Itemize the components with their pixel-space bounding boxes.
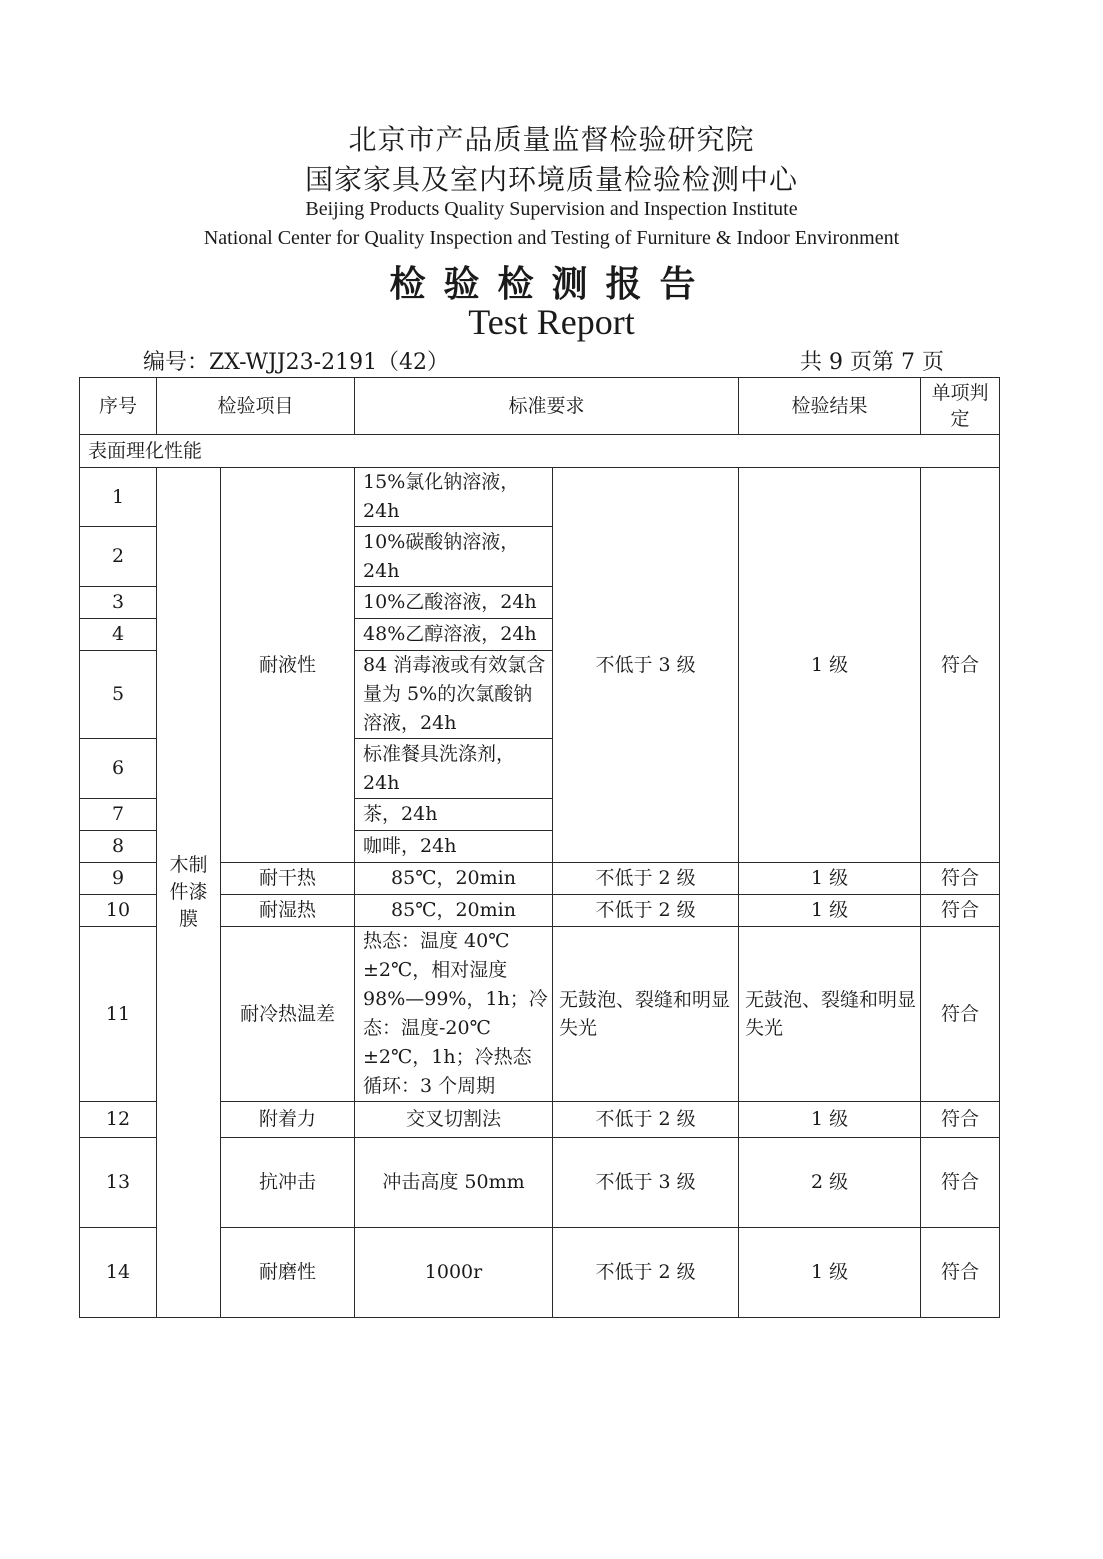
header-standard: 标准要求 bbox=[355, 378, 739, 435]
row-judgement: 符合 bbox=[921, 895, 1000, 927]
report-title-cn: 检验检测报告 bbox=[389, 264, 714, 305]
row-seq: 4 bbox=[80, 619, 157, 651]
report-number: 编号：ZX-WJJ23-2191（42） bbox=[143, 350, 450, 375]
row-sub-item: 耐磨性 bbox=[221, 1228, 355, 1318]
row-condition: 热态：温度 40℃±2℃，相对湿度 98%—99%，1h；冷态：温度-20℃±2℃，1h；冷热态循环：3 个周期 bbox=[355, 927, 553, 1102]
row-seq: 9 bbox=[80, 863, 157, 895]
row-requirement: 不低于 3 级 bbox=[553, 1138, 739, 1228]
row-requirement: 不低于 2 级 bbox=[553, 895, 739, 927]
row-seq: 11 bbox=[80, 927, 157, 1102]
row-requirement: 不低于 2 级 bbox=[553, 1102, 739, 1138]
row-result: 1 级 bbox=[739, 1228, 921, 1318]
institute-name-cn: 北京市产品质量监督检验研究院 bbox=[348, 123, 755, 156]
row-seq: 7 bbox=[80, 799, 157, 831]
row-condition: 10%乙酸溶液，24h bbox=[355, 587, 553, 619]
header-seq: 序号 bbox=[80, 378, 157, 435]
row-condition: 冲击高度 50mm bbox=[355, 1138, 553, 1228]
row-condition: 咖啡，24h bbox=[355, 831, 553, 863]
row-condition: 交叉切割法 bbox=[355, 1102, 553, 1138]
header-judgement: 单项判定 bbox=[921, 378, 1000, 435]
row-condition: 15%氯化钠溶液，24h bbox=[355, 468, 553, 527]
header-result: 检验结果 bbox=[739, 378, 921, 435]
row-condition: 1000r bbox=[355, 1228, 553, 1318]
row-sub-item: 耐冷热温差 bbox=[221, 927, 355, 1102]
row-judgement: 符合 bbox=[921, 863, 1000, 895]
liquid-result: 1 级 bbox=[739, 468, 921, 863]
group-label: 木制件漆膜 bbox=[157, 468, 221, 1318]
row-sub-item: 耐干热 bbox=[221, 863, 355, 895]
test-results-table bbox=[79, 377, 1000, 1318]
liquid-judgement: 符合 bbox=[921, 468, 1000, 863]
center-name-cn: 国家家具及室内环境质量检验检测中心 bbox=[304, 163, 798, 196]
institute-name-en: Beijing Products Quality Supervision and Inspection Institute bbox=[305, 198, 798, 220]
row-sub-item: 抗冲击 bbox=[221, 1138, 355, 1228]
row-judgement: 符合 bbox=[921, 927, 1000, 1102]
header-item: 检验项目 bbox=[157, 378, 355, 435]
row-requirement: 不低于 2 级 bbox=[553, 1228, 739, 1318]
page-indicator: 共 9 页第 7 页 bbox=[800, 350, 944, 375]
row-judgement: 符合 bbox=[921, 1102, 1000, 1138]
row-result: 无鼓泡、裂缝和明显失光 bbox=[739, 927, 921, 1102]
report-title-en: Test Report bbox=[468, 302, 635, 342]
row-judgement: 符合 bbox=[921, 1138, 1000, 1228]
row-judgement: 符合 bbox=[921, 1228, 1000, 1318]
row-result: 1 级 bbox=[739, 895, 921, 927]
row-requirement: 不低于 2 级 bbox=[553, 863, 739, 895]
liquid-requirement: 不低于 3 级 bbox=[553, 468, 739, 863]
center-name-en: National Center for Quality Inspection and Testing of Furniture & Indoor Environment bbox=[203, 227, 900, 249]
row-condition: 标准餐具洗涤剂，24h bbox=[355, 739, 553, 799]
row-sub-item: 耐湿热 bbox=[221, 895, 355, 927]
row-sub-item: 附着力 bbox=[221, 1102, 355, 1138]
row-seq: 14 bbox=[80, 1228, 157, 1318]
row-condition: 85℃，20min bbox=[355, 895, 553, 927]
row-seq: 12 bbox=[80, 1102, 157, 1138]
section-row bbox=[80, 435, 1000, 468]
row-seq: 3 bbox=[80, 587, 157, 619]
section-title: 表面理化性能 bbox=[80, 435, 1000, 468]
row-seq: 5 bbox=[80, 651, 157, 739]
row-result: 1 级 bbox=[739, 1102, 921, 1138]
sub-item-liquid: 耐液性 bbox=[221, 468, 355, 863]
row-seq: 2 bbox=[80, 527, 157, 587]
row-condition: 茶，24h bbox=[355, 799, 553, 831]
row-seq: 1 bbox=[80, 468, 157, 527]
row-requirement: 无鼓泡、裂缝和明显失光 bbox=[553, 927, 739, 1102]
row-result: 1 级 bbox=[739, 863, 921, 895]
row-seq: 8 bbox=[80, 831, 157, 863]
row-condition: 48%乙醇溶液，24h bbox=[355, 619, 553, 651]
row-seq: 13 bbox=[80, 1138, 157, 1228]
row-seq: 6 bbox=[80, 739, 157, 799]
table-row bbox=[80, 468, 1000, 527]
row-seq: 10 bbox=[80, 895, 157, 927]
row-result: 2 级 bbox=[739, 1138, 921, 1228]
row-condition: 84 消毒液或有效氯含量为 5%的次氯酸钠溶液，24h bbox=[355, 651, 553, 739]
table-header-row bbox=[80, 378, 1000, 435]
row-condition: 85℃，20min bbox=[355, 863, 553, 895]
row-condition: 10%碳酸钠溶液，24h bbox=[355, 527, 553, 587]
